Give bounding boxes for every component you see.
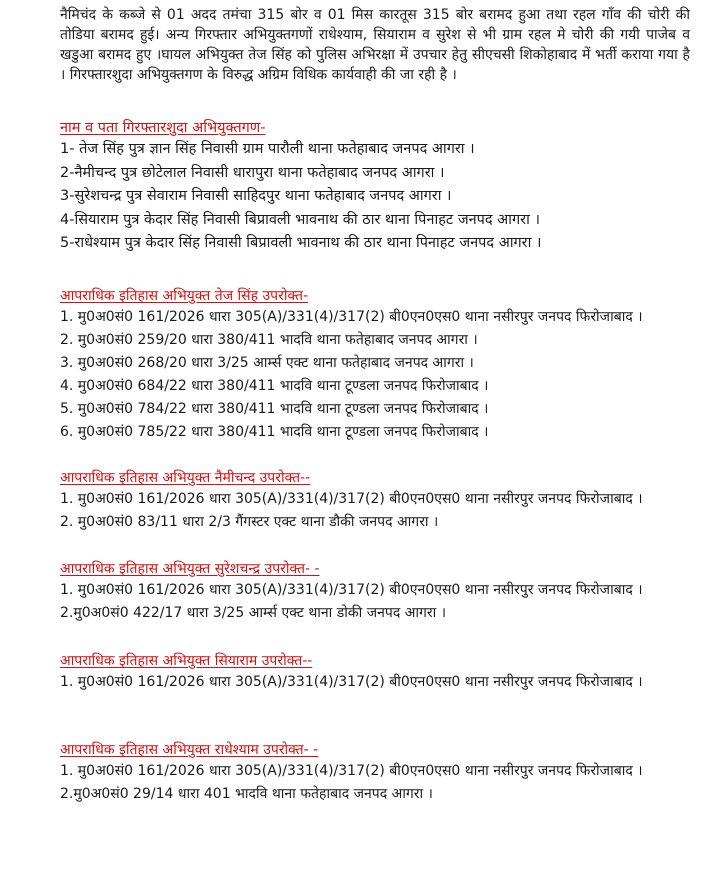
history-item: 3. मु0अ0सं0 268/20 धारा 3/25 आर्म्स एक्ट थाना फतेहाबाद जनपद आगरा ।	[60, 355, 474, 371]
accused-item: 3-सुरेशचन्द्र पुत्र सेवाराम निवासी साहिदपुर थाना फतेहाबाद जनपद आगरा ।	[60, 188, 452, 204]
history-item: 1. मु0अ0सं0 161/2026 धारा 305(A)/331(4)/317(2) बी0एन0एस0 थाना नसीरपुर जनपद फिरोजाबाद ।	[60, 309, 643, 325]
history-radheshyam-heading: आपराधिक इतिहास अभियुक्त राधेश्याम उपरोक्त- -	[60, 742, 319, 758]
history-item: 2. मु0अ0सं0 83/11 धारा 2/3 गैंगस्टर एक्ट थाना डौकी जनपद आगरा ।	[60, 514, 439, 530]
history-item: 6. मु0अ0सं0 785/22 धारा 380/411 भादवि थाना टूण्डला जनपद फिरोजाबाद ।	[60, 424, 489, 440]
history-tej-singh-heading: आपराधिक इतिहास अभियुक्त तेज सिंह उपरोक्त-	[60, 288, 309, 304]
history-item: 1. मु0अ0सं0 161/2026 धारा 305(A)/331(4)/317(2) बी0एन0एस0 थाना नसीरपुर जनपद फिरोजाबाद ।	[60, 491, 643, 507]
history-item: 4. मु0अ0सं0 684/22 धारा 380/411 भादवि थाना टूण्डला जनपद फिरोजाबाद ।	[60, 378, 489, 394]
accused-list-heading: नाम व पता गिरफ्तारशुदा अभियुक्तगण-	[60, 120, 266, 136]
history-item: 1. मु0अ0सं0 161/2026 धारा 305(A)/331(4)/317(2) बी0एन0एस0 थाना नसीरपुर जनपद फिरोजाबाद ।	[60, 763, 643, 779]
history-item: 2.मु0अ0सं0 29/14 धारा 401 भादवि थाना फतेहाबाद जनपद आगरा ।	[60, 786, 433, 802]
history-item: 1. मु0अ0सं0 161/2026 धारा 305(A)/331(4)/317(2) बी0एन0एस0 थाना नसीरपुर जनपद फिरोजाबाद ।	[60, 674, 643, 690]
history-siyaram-heading: आपराधिक इतिहास अभियुक्त सियाराम उपरोक्त--	[60, 653, 313, 669]
history-siyaram-section	[60, 651, 700, 694]
accused-item: 4-सियाराम पुत्र केदार सिंह निवासी बिप्रावली भावनाथ की ठार थाना पिनाहट जनपद आगरा ।	[60, 211, 540, 228]
intro-text: नैमिचंद के कब्जे से 01 अदद तमंचा 315 बोर व 01 मिस कारतूस 315 बोर बरामद हुआ तथा रहल गाँव की चोरी की तोडिया बरामद हुई। अन्य गिरफ्तार अभियुक्तगणों राधेश्याम, सियाराम व सुरेश से भी ग्राम रहल मे चोरी की गयी पाजेब व खडुआ बरामद हुए ।घायल अभियुक्त तेज सिंह को पुलिस अभिरक्षा में उपचार हेतु सीएचसी शिकोहाबाद में भर्ती कराया गया है । गिरफ्तारशुदा अभियुक्तगण के विरुद्ध अग्रिम विधिक कार्यवाही की जा रही है ।	[60, 7, 690, 83]
history-item: 2.मु0अ0सं0 422/17 धारा 3/25 आर्म्स एक्ट थाना डोकी जनपद आगरा ।	[60, 605, 446, 621]
history-tej-singh-section	[60, 286, 700, 444]
accused-list-section	[60, 118, 700, 256]
history-radheshyam-section	[60, 740, 700, 806]
history-naimichand-heading: आपराधिक इतिहास अभियुक्त नैमीचन्द उपरोक्त--	[60, 470, 311, 486]
history-sureshchandra-section	[60, 559, 700, 625]
accused-item: 5-राधेश्याम पुत्र केदार सिंह निवासी बिप्रावली भावनाथ की ठार थाना पिनाहट जनपद आगरा ।	[60, 235, 542, 251]
accused-item: 2-नैमीचन्द पुत्र छोटेलाल निवासी धारापुरा थाना फतेहाबाद जनपद आगरा ।	[60, 164, 445, 181]
history-item: 2. मु0अ0सं0 259/20 धारा 380/411 भादवि थाना फतेहाबाद जनपद आगरा ।	[60, 332, 478, 348]
history-sureshchandra-heading: आपराधिक इतिहास अभियुक्त सुरेशचन्द्र उपरोक्त- -	[60, 561, 320, 577]
intro-paragraph	[60, 5, 690, 85]
history-item: 5. मु0अ0सं0 784/22 धारा 380/411 भादवि थाना टूण्डला जनपद फिरोजाबाद ।	[60, 401, 489, 417]
history-naimichand-section	[60, 468, 700, 534]
history-item: 1. मु0अ0सं0 161/2026 धारा 305(A)/331(4)/317(2) बी0एन0एस0 थाना नसीरपुर जनपद फिरोजाबाद ।	[60, 582, 643, 598]
accused-item: 1- तेज सिंह पुत्र ज्ञान सिंह निवासी ग्राम पारौली थाना फतेहाबाद जनपद आगरा ।	[60, 141, 475, 157]
